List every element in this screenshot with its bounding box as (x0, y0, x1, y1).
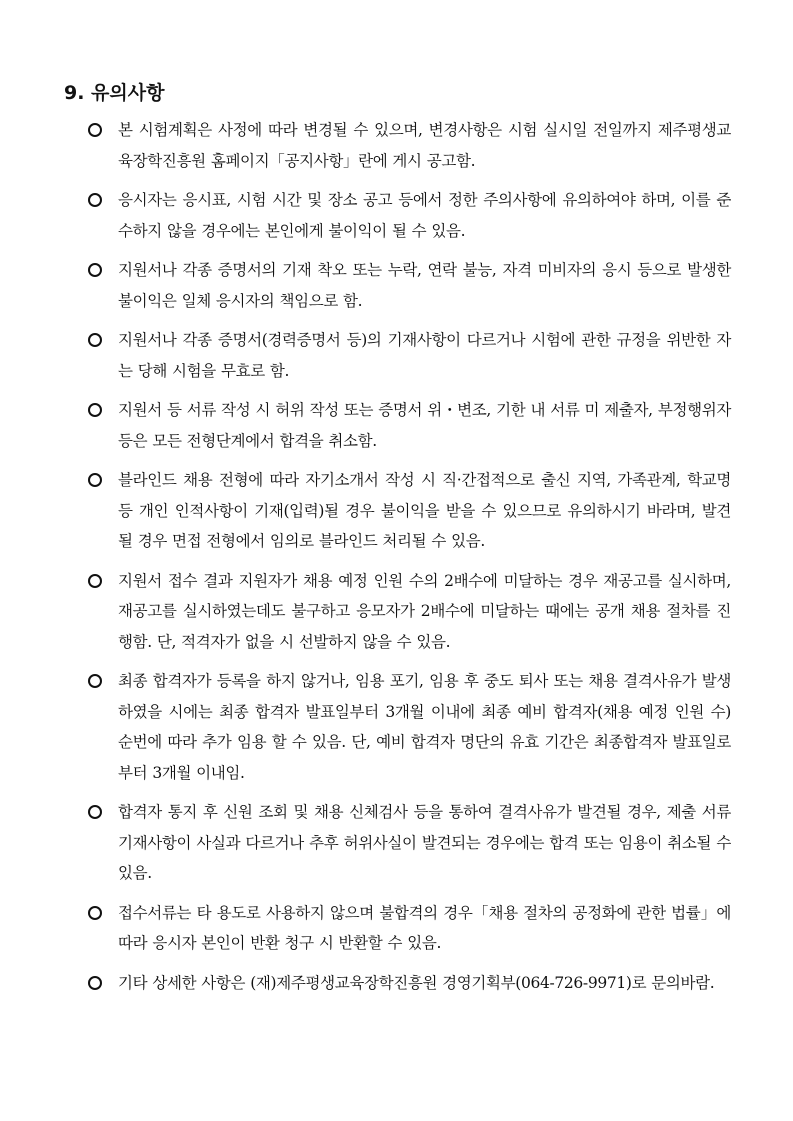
list-item-text: 지원서나 각종 증명서(경력증명서 등)의 기재사항이 다르거나 시험에 관한 규정을 위반한 자는 당해 시험을 무효로 함. (118, 331, 731, 380)
list-item (86, 797, 731, 889)
list-item-text: 접수서류는 타 용도로 사용하지 않으며 불합격의 경우「채용 절차의 공정화에 관한 법률」에 따라 응시자 본인이 반환 청구 시 반환할 수 있음. (118, 903, 731, 952)
list-item (86, 395, 731, 456)
list-item (86, 666, 731, 788)
list-item-text: 기타 상세한 사항은 (재)제주평생교육장학진흥원 경영기획부(064-726-9971)로 문의바람. (118, 973, 715, 992)
notice-list (86, 115, 731, 1007)
list-item-text: 지원서나 각종 증명서의 기재 착오 또는 누락, 연락 불능, 자격 미비자의 응시 등으로 발생한 불이익은 일체 응시자의 책임으로 함. (118, 261, 731, 310)
list-item-text: 합격자 통지 후 신원 조회 및 채용 신체검사 등을 통하여 결격사유가 발견될 경우, 제출 서류 기재사항이 사실과 다르거나 추후 허위사실이 발견되는 경우에는 합격 또는 임용이 취소될 수 있음. (118, 803, 731, 882)
list-item-text: 응시자는 응시표, 시험 시간 및 장소 공고 등에서 정한 주의사항에 유의하여야 하며, 이를 준수하지 않을 경우에는 본인에게 불이익이 될 수 있음. (118, 191, 731, 240)
list-item-text: 최종 합격자가 등록을 하지 않거나, 임용 포기, 임용 후 중도 퇴사 또는 채용 결격사유가 발생하였을 시에는 최종 합격자 발표일부터 3개월 이내에 최종 예비 합격자(채용 예정 인원 수) 순번에 따라 추가 임용 할 수 있음. 단, 예비 합격자 명단의 유효 기간은 최종합격자 발표일로부터 3개월 이내임. (118, 672, 731, 782)
circle-bullet-icon (88, 123, 102, 137)
circle-bullet-icon (88, 193, 102, 207)
circle-bullet-icon (88, 263, 102, 277)
list-item (86, 325, 731, 386)
list-item (86, 465, 731, 557)
list-item (86, 898, 731, 959)
circle-bullet-icon (88, 403, 102, 417)
list-item-text: 지원서 등 서류 작성 시 허위 작성 또는 증명서 위・변조, 기한 내 서류 미 제출자, 부정행위자 등은 모든 전형단계에서 합격을 취소함. (118, 401, 731, 450)
list-item (86, 115, 731, 176)
circle-bullet-icon (88, 574, 102, 588)
list-item (86, 185, 731, 246)
circle-bullet-icon (88, 906, 102, 920)
list-item-text: 블라인드 채용 전형에 따라 자기소개서 작성 시 직·간접적으로 출신 지역, 가족관계, 학교명 등 개인 인적사항이 기재(입력)될 경우 불이익을 받을 수 있으므로 유의하시기 바라며, 발견 될 경우 면접 전형에서 임의로 블라인드 처리될 수 있음. (118, 471, 731, 550)
section-title: 9. 유의사항 (64, 82, 165, 104)
list-item-text: 지원서 접수 결과 지원자가 채용 예정 인원 수의 2배수에 미달하는 경우 재공고를 실시하며, 재공고를 실시하였는데도 불구하고 응모자가 2배수에 미달하는 때에는 공개 채용 절차를 진행함. 단, 적격자가 없을 시 선발하지 않을 수 있음. (118, 571, 731, 651)
circle-bullet-icon (88, 473, 102, 487)
list-item (86, 968, 731, 999)
circle-bullet-icon (88, 976, 102, 990)
circle-bullet-icon (88, 674, 102, 688)
list-item (86, 566, 731, 658)
circle-bullet-icon (88, 333, 102, 347)
circle-bullet-icon (88, 805, 102, 819)
list-item (86, 255, 731, 316)
list-item-text: 본 시험계획은 사정에 따라 변경될 수 있으며, 변경사항은 시험 실시일 전일까지 제주평생교육장학진흥원 홈페이지「공지사항」란에 게시 공고함. (118, 121, 731, 170)
